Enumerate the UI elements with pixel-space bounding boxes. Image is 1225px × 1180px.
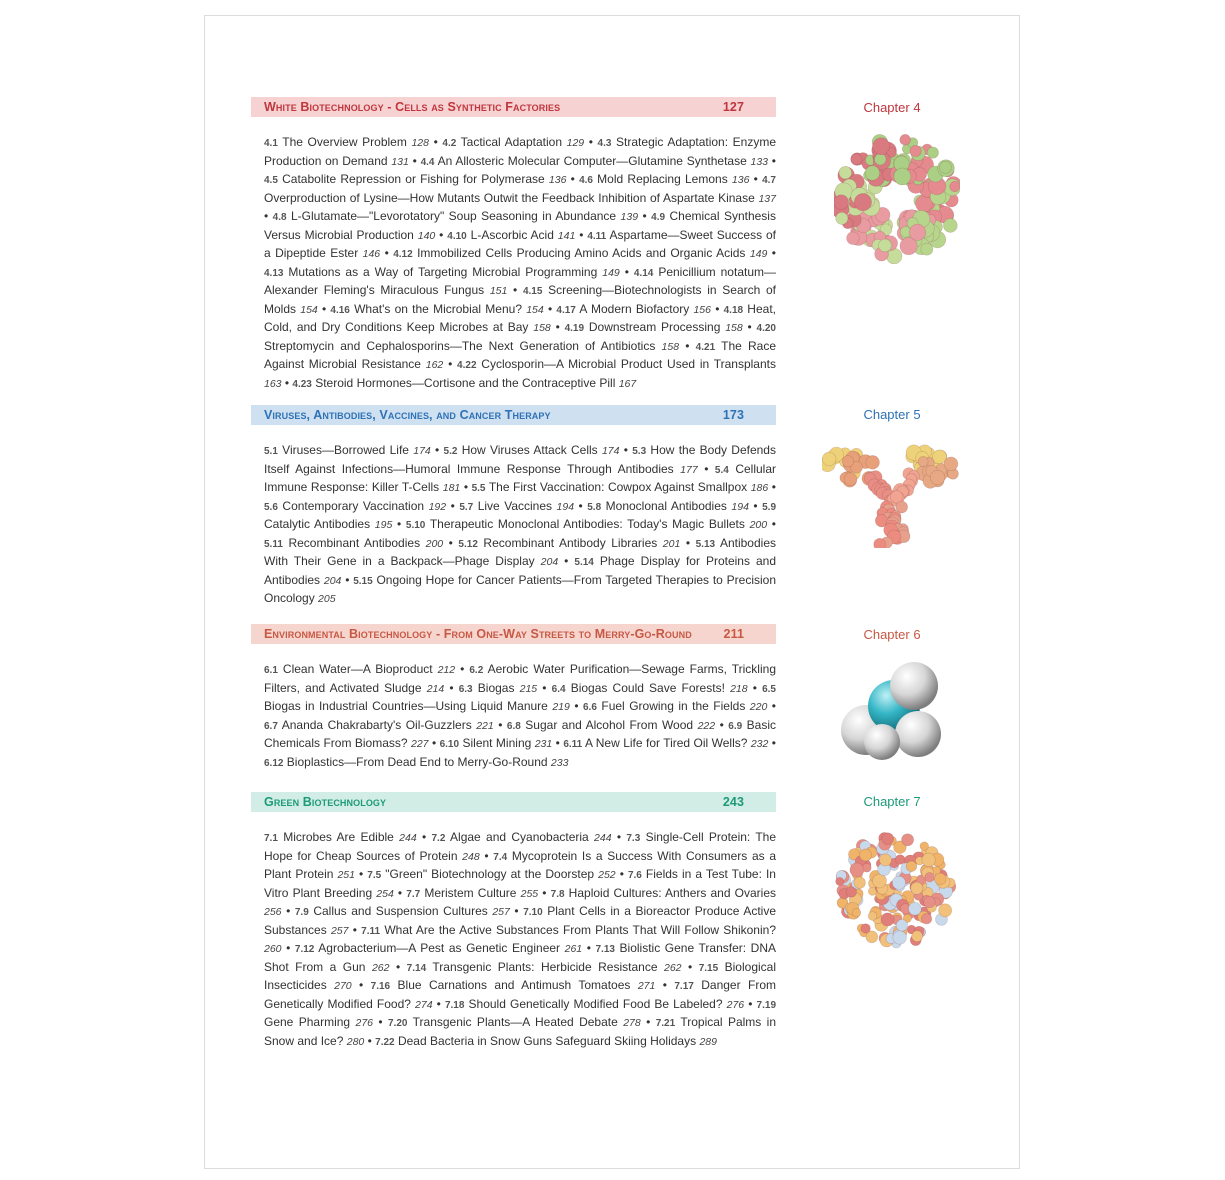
toc-entry	[579, 172, 749, 186]
entry-page: 271	[637, 980, 656, 992]
chapter-4-header	[251, 97, 776, 117]
entry-number: 6.10	[439, 739, 460, 750]
entry-page: 221	[476, 719, 494, 732]
toc-entry	[563, 736, 768, 750]
entry-number: 7.11	[361, 925, 381, 937]
entry-page: 163	[264, 377, 282, 390]
chapter-6-entries: 6.1 Clean Water—A Bioproduct 212 • 6.2 Aerobic Water Purification—Sewage Farms, Trickling Filters, and Activated Sludge 214 • 6.3 Biogas 215 • 6.4 Biogas Could Save Forests! 218 • 6.5 Biogas in Industrial Countries—Using Liquid Manure 219 • 6.6 Fuel Growing in the Fields 220 • 6.7 Ananda Chakrabarty's Oil-Guzzlers 221 • 6.8 Sugar and Alcohol From Wood 222 • 6.9 Basic Chemicals From Biomass? 227 • 6.10 Silent Mining 231 • 6.11 A New Life for Tired Oil Wells? 232 • 6.12 Bioplastics—From Dead End to Merry-Go-Round 233	[264, 662, 777, 769]
entry-title: Biogas in Industrial Countries—Using Liquid Manure	[264, 699, 553, 713]
entry-title: A Modern Biofactory	[575, 301, 694, 316]
chapter-title: Viruses, Antibodies, Vaccines, and Cancer Therapy	[264, 408, 551, 422]
entry-title: Cyclosporin—A Microbial Product Used in Transplants	[476, 357, 776, 371]
entry-number: 4.2	[442, 138, 457, 149]
entry-page: 261	[564, 943, 583, 955]
toc-entry	[371, 978, 656, 992]
toc-entry	[406, 886, 538, 900]
entry-number: 5.6	[264, 501, 278, 513]
toc-entry	[459, 499, 574, 513]
entry-number: 4.7	[762, 175, 776, 186]
entry-page: 158	[533, 322, 551, 334]
entry-number: 7.8	[550, 888, 565, 900]
entry-title: Blue Carnations and Antimush Tomatoes	[390, 978, 638, 992]
toc-entry	[264, 718, 494, 732]
entry-page: 231	[534, 738, 553, 750]
toc-entry	[367, 867, 615, 881]
entry-title: Penicillium notatum—Alexander Fleming's Miraculous Fungus	[264, 264, 776, 297]
chapter-4-entries: 4.1 The Overview Problem 128 • 4.2 Tactical Adaptation 129 • 4.3 Strategic Adaptation: Enzyme Production on Demand 131 • 4.4 An Allosteric Molecular Computer—Glutamine Synthetase 133 • 4.5 Catabolite Repression or Fishing for Polymerase 136 • 4.6 Mold Replacing Lemons 136 • 4.7 Overproduction of Lysine—How Mutants Outwit the Feedback Inhibition of Aspartate Kinase 137 • 4.8 L-Glutamate—"Levorotatory" Soup Seasoning in Abundance 139 • 4.9 Chemical Synthesis Versus Microbial Production 140 • 4.10 L-Ascorbic Acid 141 • 4.11 Aspartame—Sweet Success of a Dipeptide Ester 146 • 4.12 Immobilized Cells Producing Amino Acids and Organic Acids 149 • 4.13 Mutations as a Way of Targeting Microbial Programming 149 • 4.14 Penicillium notatum—Alexander Fleming's Miraculous Fungus 151 • 4.15 Screening—Biotechnologists in Search of Molds 154 • 4.16 What's on the Microbial Menu? 154 • 4.17 A Modern Biofactory 156 • 4.18 Heat, Cold, and Dry Conditions Keep Microbes at Bay 158 • 4.19 Downstream Processing 158 • 4.20 Streptomycin and Cephalosporins—The Next Generation of Antibiotics 158 • 4.21 The Race Against Microbial Resistance 162 • 4.22 Cyclosporin—A Microbial Product Used in Transplants 163 • 4.23 Steroid Hormones—Cortisone and the Contraceptive Pill 167	[264, 135, 777, 390]
entry-title: Plant Cells in a Bioreactor Produce Active Substances	[264, 904, 777, 937]
entry-number: 7.5	[367, 870, 382, 881]
entry-page: 227	[411, 738, 429, 750]
toc-entry	[565, 320, 743, 334]
chapter-6-header	[251, 624, 776, 644]
entry-title: The First Vaccination: Cowpox Against Smallpox	[485, 480, 751, 494]
entry-number: 5.15	[353, 575, 373, 587]
entry-number: 5.9	[762, 501, 777, 513]
entry-number: 6.11	[563, 739, 583, 750]
entry-page: 136	[548, 174, 567, 186]
entry-page: 270	[334, 980, 352, 992]
toc-entry	[295, 904, 510, 918]
entry-title: Catalytic Antibodies	[264, 517, 375, 531]
toc-entry	[264, 265, 620, 279]
entry-page: 254	[376, 887, 394, 900]
entry-title: Mycoprotein Is a Success With Consumers as a Plant Protein	[264, 848, 777, 881]
entry-title: Live Vaccines	[473, 498, 557, 513]
entry-title: "Green" Biotechnology at the Doorstep	[381, 867, 599, 881]
entry-page: 158	[725, 322, 743, 334]
protein-ring-icon	[834, 132, 960, 264]
entry-number: 7.18	[444, 999, 465, 1011]
toc-entry	[442, 135, 584, 149]
chapter-title: Green Biotechnology	[264, 795, 387, 809]
entry-number: 6.9	[728, 720, 743, 732]
entry-number: 4.17	[556, 304, 576, 316]
entry-page: 244	[594, 832, 612, 844]
entry-page: 200	[425, 537, 444, 550]
toc-entry	[507, 718, 715, 732]
toc-entry	[556, 302, 711, 316]
entry-page: 276	[726, 998, 745, 1011]
entry-number: 4.18	[723, 304, 744, 316]
chapter-title: Environmental Biotechnology - From One-Way Streets to Merry-Go-Round	[264, 627, 692, 641]
entry-title: Biolistic Gene Transfer: DNA Shot From a Gun	[264, 941, 776, 974]
entry-page: 280	[346, 1035, 365, 1048]
entry-page: 194	[556, 500, 575, 513]
entry-number: 7.7	[406, 888, 421, 900]
chapter-6-label: Chapter 6	[863, 627, 921, 642]
entry-number: 5.3	[632, 446, 647, 457]
entry-page: 146	[362, 248, 381, 260]
chapter-start-page: 127	[722, 100, 744, 114]
entry-title: Silent Mining	[459, 736, 535, 750]
entry-number: 5.12	[458, 538, 478, 550]
entry-page: 219	[552, 701, 570, 713]
entry-page: 128	[411, 137, 429, 149]
entry-page: 262	[371, 961, 390, 974]
entry-number: 6.8	[506, 720, 521, 732]
entry-page: 262	[663, 961, 682, 974]
chapter-5-header	[251, 405, 776, 425]
entry-page: 289	[699, 1035, 717, 1048]
entry-number: 5.8	[587, 501, 602, 513]
toc-entry	[459, 681, 537, 695]
entry-page: 140	[417, 229, 436, 242]
entry-number: 4.12	[393, 249, 413, 260]
entry-page: 167	[618, 377, 637, 390]
entry-page: 220	[749, 701, 768, 713]
entry-title: A New Life for Tired Oil Wells?	[582, 736, 751, 750]
entry-number: 5.10	[405, 520, 426, 531]
entry-number: 7.1	[264, 833, 278, 844]
entry-title: Single-Cell Protein: The Hope for Cheap Sources of Protein	[264, 830, 777, 863]
entry-title: Clean Water—A Bioproduct	[277, 662, 438, 676]
entry-number: 6.4	[551, 683, 566, 695]
chapter-start-page: 211	[723, 627, 744, 641]
toc-entry	[388, 1015, 641, 1029]
entry-page: 244	[399, 832, 417, 844]
entry-page: 192	[428, 500, 447, 513]
entry-number: 7.2	[431, 833, 446, 844]
entry-title: Fields in a Test Tube: In Vitro Plant Breeding	[264, 867, 776, 900]
entry-number: 4.9	[651, 212, 666, 223]
entry-page: 276	[355, 1017, 374, 1029]
entry-number: 4.10	[447, 230, 467, 242]
entry-page: 154	[300, 303, 318, 316]
toc-entry	[264, 499, 446, 513]
entry-page: 154	[526, 303, 544, 316]
entry-number: 7.21	[655, 1018, 676, 1029]
virus-capsid-icon	[830, 826, 960, 954]
entry-page: 278	[623, 1017, 641, 1029]
entry-page: 256	[264, 906, 282, 918]
chapter-start-page: 243	[722, 795, 744, 809]
chapter-4-section	[251, 97, 776, 393]
entry-title: Screening—Biotechnologists in Search of Molds	[264, 283, 776, 316]
entry-title: Strategic Adaptation: Enzyme Production on Demand	[264, 135, 776, 168]
entry-page: 174	[601, 445, 620, 457]
entry-number: 7.10	[523, 907, 543, 918]
entry-title: Phage Display for Proteins and Antibodies	[264, 554, 777, 587]
entry-number: 7.19	[756, 999, 777, 1011]
entry-title: Monoclonal Antibodies	[601, 498, 732, 513]
entry-title: What's on the Microbial Menu?	[349, 301, 527, 316]
entry-title: Gene Pharming	[264, 1015, 356, 1029]
toc-entry	[445, 997, 744, 1011]
toc-entry	[447, 228, 575, 242]
entry-number: 4.4	[420, 156, 435, 168]
entry-number: 5.14	[574, 557, 594, 568]
entry-number: 7.3	[626, 833, 641, 844]
entry-title: Heat, Cold, and Dry Conditions Keep Microbes at Bay	[264, 301, 776, 334]
toc-entry	[587, 499, 749, 513]
entry-title: Antibodies With Their Gene in a Backpack—Phage Display	[264, 535, 776, 568]
entry-title: Biogas Could Save Forests!	[565, 680, 731, 695]
toc-entry	[432, 830, 612, 844]
entry-page: 257	[330, 924, 349, 937]
entry-title: Bioplastics—From Dead End to Merry-Go-Round	[283, 754, 551, 769]
entry-title: Ananda Chakrabarty's Oil-Guzzlers	[277, 717, 477, 732]
entry-title: Viruses—Borrowed Life	[277, 443, 414, 457]
entry-page: 205	[318, 593, 336, 605]
entry-title: Catabolite Repression or Fishing for Polymerase	[277, 172, 549, 186]
entry-title: Biogas	[472, 680, 520, 695]
toc-entry	[295, 941, 582, 955]
entry-number: 6.1	[264, 665, 278, 676]
entry-title: Therapeutic Monoclonal Antibodies: Today's Magic Bullets	[425, 517, 750, 531]
entry-title: Downstream Processing	[584, 320, 726, 334]
entry-page: 195	[374, 519, 393, 531]
entry-title: Aerobic Water Purification—Sewage Farms, Trickling Filters, and Activated Sludge	[264, 662, 776, 695]
entry-title: Recombinant Antibody Libraries	[477, 535, 663, 550]
entry-number: 5.4	[714, 464, 729, 476]
entry-page: 260	[264, 943, 282, 955]
entry-page: 181	[442, 482, 461, 494]
entry-page: 139	[620, 211, 639, 223]
entry-title: Meristem Culture	[420, 885, 521, 900]
entry-number: 4.8	[272, 212, 287, 223]
entry-page: 214	[426, 682, 445, 695]
entry-page: 177	[680, 463, 698, 476]
entry-number: 4.20	[756, 323, 776, 334]
antibody-icon	[822, 436, 962, 548]
entry-page: 232	[750, 738, 769, 750]
entry-number: 7.12	[294, 944, 315, 955]
entry-title: Tactical Adaptation	[456, 135, 567, 149]
entry-number: 4.15	[522, 286, 543, 297]
entry-title: Chemical Synthesis Versus Microbial Production	[264, 209, 776, 242]
toc-entry	[292, 376, 636, 390]
entry-number: 4.13	[264, 267, 284, 279]
entry-page: 204	[323, 574, 342, 587]
toc-entry	[264, 755, 568, 769]
toc-entry	[330, 302, 543, 316]
entry-title: The Race Against Microbial Resistance	[264, 338, 776, 371]
entry-title: Tropical Palms in Snow and Ice?	[264, 1015, 777, 1048]
entry-title: Basic Chemicals From Biomass?	[264, 717, 776, 750]
entry-page: 162	[425, 359, 444, 371]
chapter-6-section	[251, 624, 776, 772]
entry-number: 4.21	[695, 341, 716, 353]
entry-number: 7.17	[674, 981, 694, 992]
entry-page: 149	[602, 266, 620, 279]
toc-entry	[264, 172, 566, 186]
entry-page: 156	[693, 303, 711, 316]
entry-title: Algae and Cyanobacteria	[445, 830, 595, 844]
entry-number: 4.23	[292, 378, 312, 390]
entry-page: 204	[540, 556, 559, 568]
entry-number: 6.2	[469, 665, 484, 676]
chapter-7-section	[251, 792, 776, 1051]
entry-number: 4.14	[633, 267, 654, 279]
entry-number: 4.5	[264, 175, 278, 186]
toc-entry	[406, 517, 767, 531]
entry-number: 7.13	[595, 944, 615, 955]
chapter-7-header	[251, 792, 776, 812]
entry-page: 218	[730, 682, 748, 695]
entry-page: 215	[519, 682, 538, 695]
entry-title: Fuel Growing in the Fields	[596, 699, 750, 713]
chapter-7-entries: 7.1 Microbes Are Edible 244 • 7.2 Algae and Cyanobacteria 244 • 7.3 Single-Cell Protein: The Hope for Cheap Sources of Protein 248 • 7.4 Mycoprotein Is a Success With Consumers as a Plant Protein 251 • 7.5 "Green" Biotechnology at the Doorstep 252 • 7.6 Fields in a Test Tube: In Vitro Plant Breeding 254 • 7.7 Meristem Culture 255 • 7.8 Haploid Cultures: Anthers and Ovaries 256 • 7.9 Callus and Suspension Cultures 257 • 7.10 Plant Cells in a Bioreactor Produce Active Substances 257 • 7.11 What Are the Active Substances From Plants That Will Follow Shikonin? 260 • 7.12 Agrobacterium—A Pest as Genetic Engineer 261 • 7.13 Biolistic Gene Transfer: DNA Shot From a Gun 262 • 7.14 Transgenic Plants: Herbicide Resistance 262 • 7.15 Biological Insecticides 270 • 7.16 Blue Carnations and Antimush Tomatoes 271 • 7.17 Danger From Genetically Modified Food? 274 • 7.18 Should Genetically Modified Food Be Labeled? 276 • 7.19 Gene Pharming 276 • 7.20 Transgenic Plants—A Heated Debate 278 • 7.21 Tropical Palms in Snow and Ice? 280 • 7.22 Dead Bacteria in Snow Guns Safeguard Skiing Holidays 289	[264, 830, 777, 1048]
entry-title: Cellular Immune Response: Killer T-Cells	[264, 461, 777, 494]
entry-number: 5.7	[459, 501, 474, 513]
entry-title: Agrobacterium—A Pest as Genetic Engineer	[314, 941, 565, 955]
chapter-5-section	[251, 405, 776, 609]
entry-number: 6.6	[583, 702, 597, 713]
entry-number: 6.12	[264, 757, 284, 769]
entry-number: 7.16	[370, 981, 391, 992]
entry-title: Danger From Genetically Modified Food?	[264, 978, 776, 1011]
entry-title: Recombinant Antibodies	[282, 535, 426, 550]
entry-page: 136	[731, 174, 750, 186]
entry-number: 4.11	[587, 230, 607, 242]
toc-entry	[264, 135, 429, 149]
toc-entry	[583, 699, 767, 713]
entry-number: 4.1	[264, 138, 278, 149]
entry-title: Callus and Suspension Cultures	[308, 904, 493, 918]
entry-title: Haploid Cultures: Anthers and Ovaries	[564, 885, 776, 900]
entry-page: 174	[413, 445, 431, 457]
toc-entry	[375, 1034, 717, 1048]
entry-title: Contemporary Vaccination	[277, 498, 429, 513]
chapter-start-page: 173	[722, 408, 744, 422]
entry-number: 4.19	[564, 323, 585, 334]
entry-title: Mold Replacing Lemons	[592, 172, 732, 186]
entry-page: 251	[337, 869, 355, 881]
entry-page: 141	[557, 229, 576, 242]
toc-entry	[444, 443, 620, 457]
entry-page: 233	[550, 756, 569, 769]
entry-page: 158	[661, 340, 680, 353]
entry-number: 4.3	[597, 138, 612, 149]
entry-title: How the Body Defends Itself Against Infections—Humoral Immune Response Through Antibodies	[264, 443, 776, 476]
chapter-5-label: Chapter 5	[863, 407, 921, 422]
entry-number: 7.9	[294, 907, 309, 918]
entry-number: 6.7	[264, 720, 278, 732]
entry-number: 5.2	[443, 446, 458, 457]
entry-title: Transgenic Plants—A Heated Debate	[407, 1015, 624, 1029]
toc-entry	[264, 662, 455, 676]
entry-page: 252	[598, 869, 616, 881]
entry-page: 274	[415, 998, 433, 1011]
entry-page: 186	[750, 482, 769, 494]
entry-title: Microbes Are Edible	[277, 830, 400, 844]
entry-title: Mutations as a Way of Targeting Microbial Programming	[283, 264, 603, 279]
toc-entry	[264, 536, 443, 550]
entry-title: What Are the Active Substances From Plants That Will Follow Shikonin?	[380, 922, 776, 937]
toc-entry	[421, 154, 768, 168]
toc-entry	[393, 246, 767, 260]
entry-title: L-Glutamate—"Levorotatory" Soup Seasoning in Abundance	[286, 209, 621, 223]
entry-title: How Viruses Attack Cells	[457, 443, 602, 457]
entry-title: An Allosteric Molecular Computer—Glutamine Synthetase	[434, 153, 751, 168]
entry-number: 5.11	[264, 538, 283, 550]
entry-title: Ongoing Hope for Cancer Patients—From Targeted Therapies to Precision Oncology	[264, 572, 777, 605]
toc-entry	[273, 209, 638, 223]
entry-title: Transgenic Plants: Herbicide Resistance	[426, 959, 664, 974]
chapter-4-label: Chapter 4	[863, 100, 921, 115]
entry-page: 133	[750, 155, 769, 168]
entry-page: 255	[520, 887, 539, 900]
entry-title: The Overview Problem	[277, 135, 412, 149]
toc-entry	[552, 681, 748, 695]
chapter-7-label: Chapter 7	[863, 794, 921, 809]
entry-number: 7.14	[406, 962, 427, 974]
entry-title: Streptomycin and Cephalosporins—The Next Generation of Antibiotics	[264, 338, 662, 353]
entry-title: L-Ascorbic Acid	[466, 227, 558, 242]
entry-title: Should Genetically Modified Food Be Labeled?	[464, 996, 727, 1011]
entry-number: 7.4	[493, 851, 508, 863]
entry-page: 149	[749, 248, 768, 260]
toc-entry	[407, 960, 682, 974]
entry-title: Aspartame—Sweet Success of a Dipeptide Ester	[264, 227, 777, 260]
entry-page: 131	[391, 155, 409, 168]
entry-page: 257	[492, 906, 510, 918]
entry-number: 7.6	[627, 870, 642, 881]
toc-entry	[264, 443, 431, 457]
entry-number: 5.5	[471, 483, 486, 494]
entry-number: 4.6	[579, 175, 593, 186]
methane-molecule-icon	[838, 658, 948, 764]
entry-title: Overproduction of Lysine—How Mutants Outwit the Feedback Inhibition of Aspartate Kinase	[264, 190, 759, 205]
entry-title: Biological Insecticides	[264, 959, 777, 992]
entry-page: 212	[437, 664, 456, 676]
entry-number: 6.3	[458, 683, 473, 695]
entry-number: 4.16	[330, 304, 350, 316]
entry-title: Dead Bacteria in Snow Guns Safeguard Skiing Holidays	[394, 1033, 700, 1048]
entry-page: 137	[758, 192, 776, 205]
toc-entry	[458, 536, 680, 550]
entry-page: 201	[662, 537, 681, 550]
entry-page: 248	[462, 850, 480, 863]
entry-number: 6.5	[762, 683, 776, 695]
entry-page: 129	[566, 137, 585, 149]
entry-title: Immobilized Cells Producing Amino Acids and Organic Acids	[412, 246, 750, 260]
entry-page: 222	[697, 719, 716, 732]
entry-number: 5.1	[264, 446, 278, 457]
entry-page: 194	[731, 500, 749, 513]
entry-title: Sugar and Alcohol From Wood	[520, 717, 698, 732]
entry-number: 4.22	[457, 360, 477, 371]
entry-number: 7.20	[388, 1018, 408, 1029]
entry-number: 7.15	[698, 962, 719, 974]
toc-entry	[264, 830, 417, 844]
chapter-5-entries: 5.1 Viruses—Borrowed Life 174 • 5.2 How Viruses Attack Cells 174 • 5.3 How the Body Defends Itself Against Infections—Humoral Immune Response Through Antibodies 177 • 5.4 Cellular Immune Response: Killer T-Cells 181 • 5.5 The First Vaccination: Cowpox Against Smallpox 186 • 5.6 Contemporary Vaccination 192 • 5.7 Live Vaccines 194 • 5.8 Monoclonal Antibodies 194 • 5.9 Catalytic Antibodies 195 • 5.10 Therapeutic Monoclonal Antibodies: Today's Magic Bullets 200 • 5.11 Recombinant Antibodies 200 • 5.12 Recombinant Antibody Libraries 201 • 5.13 Antibodies With Their Gene in a Backpack—Phage Display 204 • 5.14 Phage Display for Proteins and Antibodies 204 • 5.15 Ongoing Hope for Cancer Patients—From Targeted Therapies to Precision Oncology 205	[264, 443, 777, 605]
entry-page: 200	[749, 519, 768, 531]
entry-number: 5.13	[695, 538, 716, 550]
chapter-title: White Biotechnology - Cells as Synthetic Factories	[264, 100, 561, 114]
entry-page: 151	[489, 285, 508, 297]
toc-entry	[440, 736, 553, 750]
toc-entry	[472, 480, 769, 494]
entry-number: 7.22	[375, 1036, 395, 1048]
entry-title: Steroid Hormones—Cortisone and the Contraceptive Pill	[311, 375, 619, 390]
